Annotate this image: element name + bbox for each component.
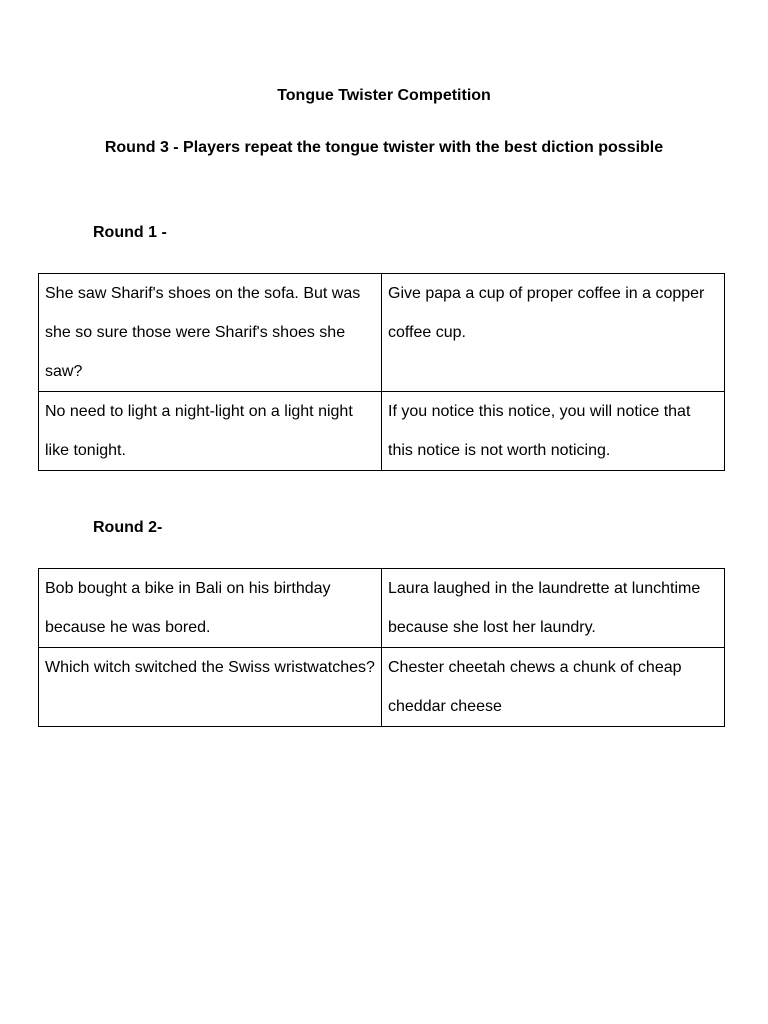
tongue-twister-cell: If you notice this notice, you will notice that this notice is not worth noticing. [382,392,725,471]
table-row [39,392,725,471]
tongue-twister-cell: Chester cheetah chews a chunk of cheap cheddar cheese [382,648,725,727]
tongue-twister-cell: No need to light a night-light on a light night like tonight. [39,392,382,471]
tongue-twister-cell: Bob bought a bike in Bali on his birthday because he was bored. [39,569,382,648]
round-2-table [38,568,725,727]
document-title: Tongue Twister Competition [277,87,491,104]
tongue-twister-cell: She saw Sharif's shoes on the sofa. But was she so sure those were Sharif's shoes she saw? [39,274,382,392]
round-1-heading: Round 1 - [93,224,167,241]
table-row [39,274,725,392]
tongue-twister-cell: Give papa a cup of proper coffee in a copper coffee cup. [382,274,725,392]
table-row [39,569,725,648]
round-3-instructions: Round 3 - Players repeat the tongue twister with the best diction possible [104,139,664,156]
round-1-table [38,273,725,471]
tongue-twister-cell: Laura laughed in the laundrette at lunchtime because she lost her laundry. [382,569,725,648]
tongue-twister-cell: Which witch switched the Swiss wristwatches? [39,648,382,727]
table-row [39,648,725,727]
round-2-heading: Round 2- [93,519,163,536]
